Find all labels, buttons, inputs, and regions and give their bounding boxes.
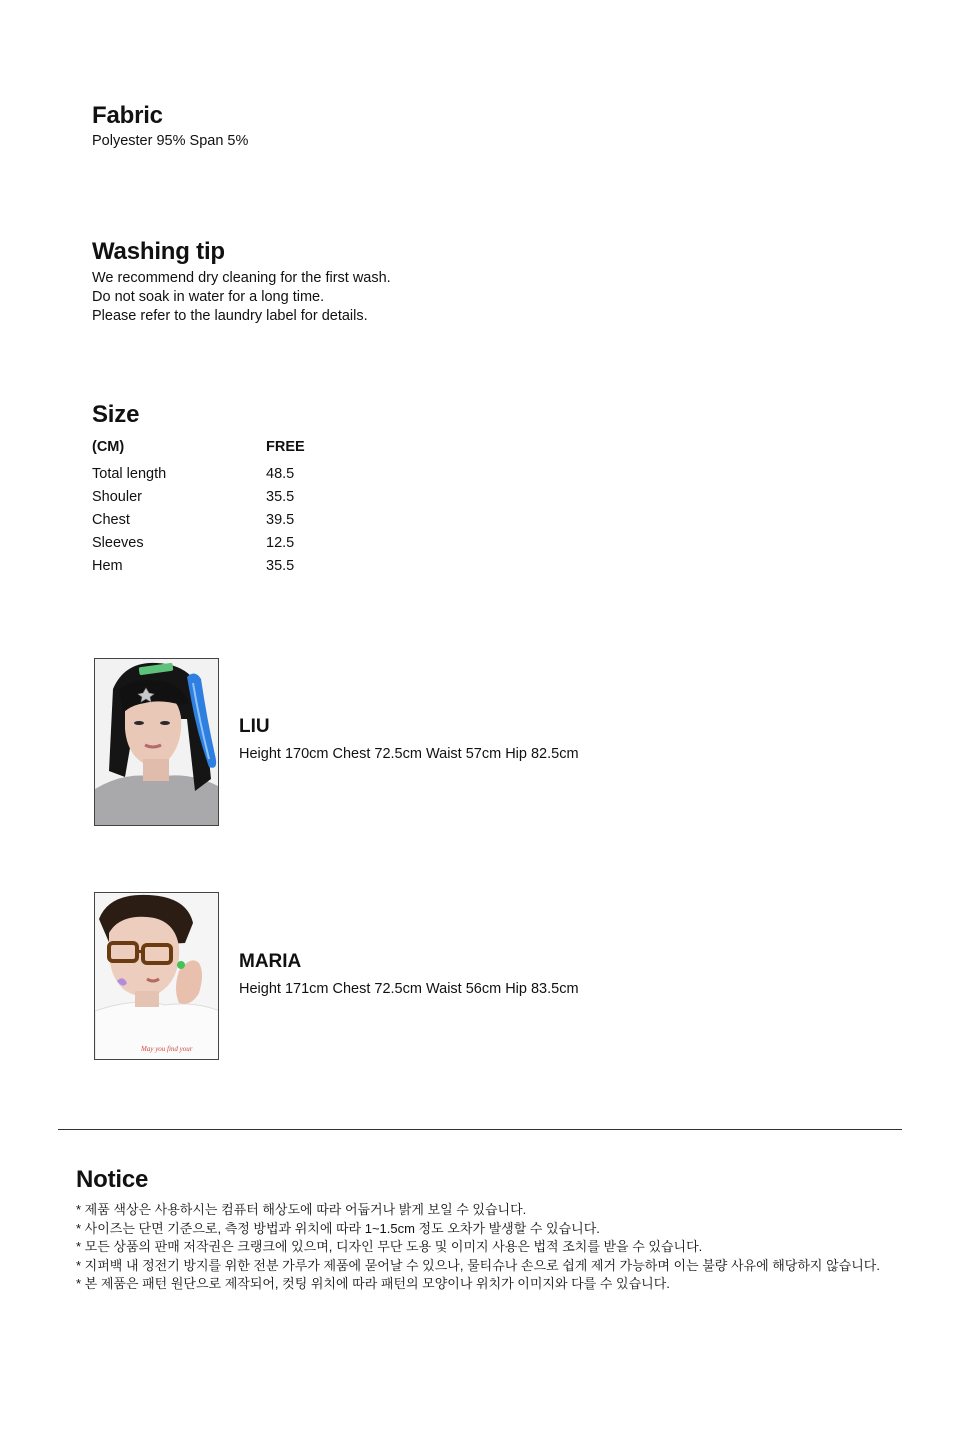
model-photo-maria: [94, 892, 219, 1060]
model-stats-liu: Height 170cm Chest 72.5cm Waist 57cm Hip 82.5cm: [239, 746, 579, 762]
size-row-value: 35.5: [266, 558, 295, 574]
model-photo-maria-illustration: [95, 893, 219, 1060]
fabric-composition: Polyester 95% Span 5%: [92, 133, 249, 149]
washing-tip-title: Washing tip: [92, 238, 225, 265]
model-name-liu: LIU: [239, 716, 270, 737]
section-divider: [58, 1129, 902, 1130]
size-row-value: 48.5: [266, 466, 295, 482]
size-row-label: Chest: [92, 512, 130, 528]
washing-tip-line: Do not soak in water for a long time.: [92, 289, 325, 305]
notice-item: * 지퍼백 내 정전기 방지를 위한 전분 가루가 제품에 묻어날 수 있으나, 물티슈나 손으로 쉽게 제거 가능하며 이는 불량 사유에 해당하지 않습니다.: [76, 1257, 880, 1273]
maria-shirt-print: May you find your: [141, 1045, 193, 1053]
notice-title: Notice: [76, 1166, 149, 1193]
size-row: [92, 466, 352, 489]
size-row-value: 39.5: [266, 512, 295, 528]
washing-tip-text: [92, 269, 391, 326]
size-table-header: [92, 439, 352, 462]
size-unit-header: (CM): [92, 439, 125, 455]
model-photo-liu-illustration: [95, 659, 219, 826]
size-row: [92, 489, 352, 512]
size-row-value: 12.5: [266, 535, 295, 551]
model-name-maria: MARIA: [239, 951, 302, 972]
size-row-label: Total length: [92, 466, 167, 482]
size-row: [92, 535, 352, 558]
notice-item: * 모든 상품의 판매 저작권은 크랭크에 있으며, 디자인 무단 도용 및 이미지 사용은 법적 조치를 받을 수 있습니다.: [76, 1239, 703, 1254]
notice-item: * 본 제품은 패턴 원단으로 제작되어, 컷팅 위치에 따라 패턴의 모양이나 위치가 이미지와 다를 수 있습니다.: [76, 1276, 670, 1291]
size-title: Size: [92, 401, 140, 428]
size-row: [92, 512, 352, 535]
washing-tip-line: Please refer to the laundry label for details.: [92, 308, 368, 324]
size-row-value: 35.5: [266, 489, 295, 505]
notice-item: * 사이즈는 단면 기준으로, 측정 방법과 위치에 따라 1~1.5cm 정도 오차가 발생할 수 있습니다.: [76, 1220, 600, 1236]
model-photo-liu: [94, 658, 219, 826]
size-row-label: Shouler: [92, 489, 142, 505]
notice-item: * 제품 색상은 사용하시는 컴퓨터 해상도에 따라 어둡거나 밝게 보일 수 있습니다.: [76, 1202, 527, 1217]
size-row-label: Hem: [92, 558, 123, 574]
fabric-title: Fabric: [92, 102, 163, 129]
model-stats-maria: Height 171cm Chest 72.5cm Waist 56cm Hip 83.5cm: [239, 981, 579, 997]
size-free-header: FREE: [266, 439, 305, 455]
size-row-label: Sleeves: [92, 535, 144, 551]
notice-list: [76, 1201, 880, 1294]
size-row: [92, 558, 352, 581]
washing-tip-line: We recommend dry cleaning for the first wash.: [92, 270, 391, 286]
